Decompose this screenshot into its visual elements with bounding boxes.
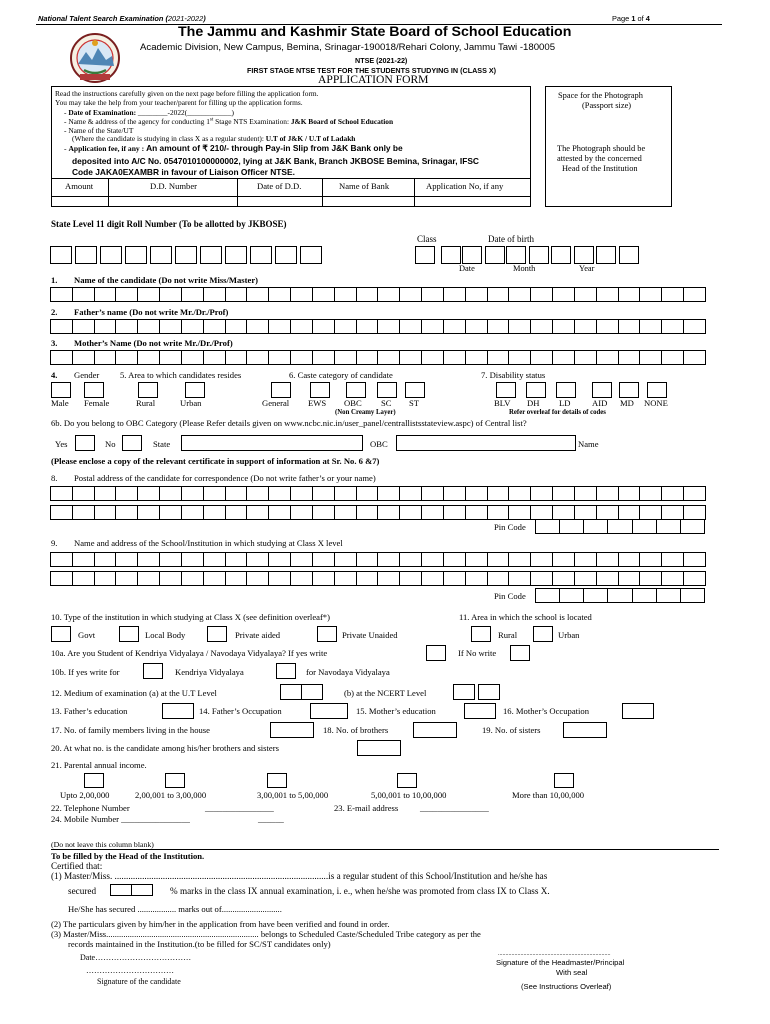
first-stage-title: FIRST STAGE NTSE TEST FOR THE STUDENTS STUDYING IN (CLASS X): [247, 66, 497, 75]
ntse-year: NTSE (2021-22): [355, 56, 408, 65]
mother-occupation-label: 16. Mother’s Occupation: [503, 706, 590, 716]
school-urban-label: Urban: [558, 630, 580, 640]
candidate-signature-label: Signature of the candidate: [97, 977, 181, 986]
dob-label: Date of birth: [488, 234, 534, 244]
sibling-position-input[interactable]: [357, 740, 401, 756]
family-members-input[interactable]: [270, 722, 314, 738]
govt-label: Govt: [78, 630, 96, 640]
local-body-label: Local Body: [145, 630, 186, 640]
q6b-yes-checkbox[interactable]: [75, 435, 95, 451]
school-address-input[interactable]: [50, 552, 705, 567]
ld-checkbox[interactable]: [556, 382, 576, 398]
kv-checkbox[interactable]: [143, 663, 163, 679]
mother-education-input[interactable]: [464, 703, 496, 719]
private-unaided-checkbox[interactable]: [317, 626, 337, 642]
email-label: 23. E-mail address: [334, 803, 399, 813]
dh-label: DH: [527, 398, 540, 408]
fee-line2: deposited into A/C No. 0547010100000002, lying at J&K Bank, Branch JKBOSE Bemina, Srinagar, IFSC: [72, 156, 479, 166]
general-label: General: [262, 398, 290, 408]
fee-line: - Application fee, if any : An amount of ₹ 210/- through Pay-in Slip from J&K Bank only be: [64, 143, 403, 153]
photo-attest: The Photograph should be: [557, 144, 646, 153]
st-label: ST: [409, 398, 420, 408]
telephone-input[interactable]: ________________: [205, 803, 274, 813]
exam-date: - Date of Examination: ________-2022(____________): [64, 108, 234, 117]
nv-label: for Navodaya Vidyalaya: [306, 667, 390, 677]
income-upto-2l-checkbox[interactable]: [84, 773, 104, 788]
q6b-label: 6b. Do you belong to OBC Category (Please Refer details given on www.ncbc.nic.in/user_panel/centrallistsstateview.aspc) of Central list?: [51, 418, 527, 428]
agency-name: - Name & address of the agency for conducting 1st Stage NTS Examination: J&K Board of School Education: [64, 117, 394, 126]
certificate-note: (Please enclose a copy of the relevant certificate in support of information at Sr. No. 6 &7): [51, 456, 380, 466]
fee-col-dd-number: D.D. Number: [150, 181, 198, 191]
none-checkbox[interactable]: [647, 382, 667, 398]
q6b-obc-name-input[interactable]: [396, 435, 576, 451]
mobile-label: 24. Mobile Number ________________: [51, 814, 190, 824]
certificate-line-3b: records maintained in the Institution.(to be filled for SC/ST candidates only): [68, 939, 331, 949]
rural-checkbox[interactable]: [138, 382, 158, 398]
class-input[interactable]: [415, 246, 435, 264]
income-option: 5,00,001 to 10,00,000: [371, 790, 447, 800]
aid-checkbox[interactable]: [592, 382, 612, 398]
kv-label: Kendriya Vidyalaya: [175, 667, 244, 677]
q9-number: 9.: [51, 538, 58, 548]
q4-number: 4.: [51, 370, 58, 380]
board-logo: [64, 30, 126, 86]
obc-checkbox[interactable]: [346, 382, 366, 398]
dob-date-input[interactable]: [485, 246, 505, 264]
date-label: Date: [459, 264, 475, 273]
income-3l-5l-checkbox[interactable]: [267, 773, 287, 788]
q11-label: 11. Area in which the school is located: [459, 612, 592, 622]
general-checkbox[interactable]: [271, 382, 291, 398]
family-members-label: 17. No. of family members living in the house: [51, 725, 210, 735]
fee-col-bank: Name of Bank: [339, 181, 390, 191]
md-label: MD: [620, 398, 634, 408]
q9-label: Name and address of the School/Institution in which studying at Class X level: [74, 538, 343, 548]
ncert-medium-label: (b) at the NCERT Level: [344, 688, 427, 698]
disability-label: 7. Disability status: [481, 370, 546, 380]
q3-number: 3.: [51, 338, 58, 348]
month-label: Month: [513, 264, 536, 273]
q8-label: Postal address of the candidate for correspondence (Do not write father’s or your name): [74, 473, 376, 483]
kv-nv-yes-checkbox[interactable]: [426, 645, 446, 661]
father-education-label: 13. Father’s education: [51, 706, 128, 716]
instruction-line: You may take the help from your teacher/parent for filling up the application forms.: [55, 98, 303, 107]
disability-refer-note: Refer overleaf for details of codes: [509, 409, 606, 416]
income-option: More than 10,00,000: [512, 790, 585, 800]
dob-month-input[interactable]: [506, 246, 526, 264]
gender-label: Gender: [74, 370, 100, 380]
q1-number: 1.: [51, 275, 58, 285]
head-signature-label: Signature of the Headmaster/Principal: [496, 958, 625, 967]
mobile-input[interactable]: ______: [258, 814, 284, 824]
q10b-label: 10b. If yes write for: [51, 667, 120, 677]
area-label: 5. Area to which candidates resides: [120, 370, 242, 380]
blv-label: BLV: [494, 398, 511, 408]
q3-label: Mother’s Name (Do not write Mr./Dr./Prof): [74, 338, 233, 348]
if-no-label: If No write: [458, 648, 497, 658]
pin-code-input[interactable]: [535, 588, 705, 603]
marks-percent-input[interactable]: [110, 884, 132, 896]
private-aided-checkbox[interactable]: [207, 626, 227, 642]
school-urban-checkbox[interactable]: [533, 626, 553, 642]
pin-code-label: Pin Code: [494, 591, 526, 601]
none-label: NONE: [644, 398, 668, 408]
sisters-input[interactable]: [563, 722, 607, 738]
school-rural-label: Rural: [498, 630, 518, 640]
female-checkbox[interactable]: [84, 382, 104, 398]
q6b-no-checkbox[interactable]: [122, 435, 142, 451]
photo-attest: attested by the concerned: [557, 154, 642, 163]
st-checkbox[interactable]: [405, 382, 425, 398]
urban-checkbox[interactable]: [185, 382, 205, 398]
q1-label: Name of the candidate (Do not write Miss/Master): [74, 275, 259, 285]
blank-note: (Do not leave this column blank): [51, 840, 154, 849]
dob-year-input[interactable]: [574, 246, 594, 264]
marks-secured-line: He/She has secured .................. marks out of............................: [68, 904, 282, 914]
income-option: 2,00,001 to 3,00,000: [135, 790, 207, 800]
state-note: (Where the candidate is studying in class X as a regular student): U.T of J&K / U.T of Ladakh: [72, 134, 356, 143]
form-title: APPLICATION FORM: [318, 73, 429, 86]
pin-code-input[interactable]: [535, 519, 705, 534]
secured-text: % marks in the class IX annual examination, i. e., when he/she was promoted from class IX to Class X.: [170, 886, 550, 896]
father-name-input[interactable]: [50, 319, 705, 334]
see-instructions-label: (See Instructions Overleaf): [521, 982, 612, 991]
private-aided-label: Private aided: [235, 630, 281, 640]
dob-date-input[interactable]: [462, 246, 482, 264]
roll-number-input[interactable]: [50, 246, 322, 264]
date-line: Date………………………………: [80, 953, 192, 962]
ut-medium-input[interactable]: [301, 684, 323, 700]
pin-code-label: Pin Code: [494, 522, 526, 532]
nv-checkbox[interactable]: [276, 663, 296, 679]
certificate-line-3: (3) Master/Miss....................................................................... belongs to Scheduled Caste/Scheduled Tribe category as per the: [51, 929, 481, 939]
sc-checkbox[interactable]: [377, 382, 397, 398]
brothers-input[interactable]: [413, 722, 457, 738]
father-occupation-input[interactable]: [310, 703, 348, 719]
instruction-line: Read the instructions carefully given on the next page before filling the application form.: [55, 89, 319, 98]
mother-name-input[interactable]: [50, 350, 705, 365]
postal-address-input[interactable]: [50, 505, 705, 520]
dh-checkbox[interactable]: [526, 382, 546, 398]
roll-label: State Level 11 digit Roll Number (To be allotted by JKBOSE): [51, 219, 287, 229]
header-exam: National Talent Search Examination (2021-2022): [38, 14, 206, 23]
class-label: Class: [417, 234, 437, 244]
income-option: Upto 2,00,000: [60, 790, 110, 800]
email-input[interactable]: ________________: [420, 803, 489, 813]
private-unaided-label: Private Unaided: [342, 630, 398, 640]
photo-label: Space for the Photograph: [558, 91, 643, 100]
sisters-label: 19. No. of sisters: [482, 725, 541, 735]
male-label: Male: [51, 398, 69, 408]
local-body-checkbox[interactable]: [119, 626, 139, 642]
year-label: Year: [579, 264, 595, 273]
mother-education-label: 15. Mother’s education: [356, 706, 436, 716]
dob-year-input[interactable]: [596, 246, 616, 264]
father-occupation-label: 14. Father’s Occupation: [199, 706, 282, 716]
board-title: The Jammu and Kashmir State Board of School Education: [178, 24, 572, 40]
obc-label: OBC: [344, 398, 362, 408]
certified-label: Certified that:: [51, 861, 103, 871]
q6b-no-label: No: [105, 439, 116, 449]
q2-number: 2.: [51, 307, 58, 317]
school-rural-checkbox[interactable]: [471, 626, 491, 642]
board-address: Academic Division, New Campus, Bemina, Srinagar-190018/Rehari Colony, Jammu Tawi -180005: [140, 42, 556, 53]
fee-line3: Code JAKA0EXAMBR in favour of Liaison Officer NTSE.: [72, 167, 295, 177]
with-seal-label: With seal: [556, 968, 588, 977]
head-signature-line: ...........................................................................: [498, 951, 611, 957]
q2-label: Father’s name (Do not write Mr./Dr./Prof): [74, 307, 229, 317]
state-label: - Name of the State/UT: [64, 126, 134, 135]
ut-medium-input[interactable]: [280, 684, 302, 700]
q6b-state-input[interactable]: [181, 435, 363, 451]
income-5l-10l-checkbox[interactable]: [397, 773, 417, 788]
q8-number: 8.: [51, 473, 58, 483]
q10-label: 10. Type of the institution in which studying at Class X (see definition overleaf*): [51, 612, 330, 622]
ncert-medium-input[interactable]: [478, 684, 500, 700]
dob-year-input[interactable]: [619, 246, 639, 264]
dob-year-input[interactable]: [551, 246, 571, 264]
certificate-line-1: (1) Master/Miss. .............................................................................................is a regular student of this School/Institution and he/she has: [51, 871, 548, 881]
sc-label: SC: [381, 398, 392, 408]
income-option: 3,00,001 to 5,00,000: [257, 790, 329, 800]
govt-checkbox[interactable]: [51, 626, 71, 642]
page-number: Page 1 of 4: [612, 14, 650, 23]
signature-line: ……………………………: [86, 966, 174, 975]
q6b-state-label: State: [153, 439, 171, 449]
q6b-name-label: Name: [578, 439, 599, 449]
kv-nv-no-checkbox[interactable]: [510, 645, 530, 661]
md-checkbox[interactable]: [619, 382, 639, 398]
class-input[interactable]: [441, 246, 461, 264]
fee-col-appno: Application No, if any: [426, 181, 504, 191]
q6b-yes-label: Yes: [55, 439, 68, 449]
mother-occupation-input[interactable]: [622, 703, 654, 719]
father-education-input[interactable]: [162, 703, 194, 719]
male-checkbox[interactable]: [51, 382, 71, 398]
rural-label: Rural: [136, 398, 156, 408]
ncert-medium-input[interactable]: [453, 684, 475, 700]
dob-month-input[interactable]: [529, 246, 549, 264]
fee-col-dd-date: Date of D.D.: [257, 181, 302, 191]
blv-checkbox[interactable]: [496, 382, 516, 398]
marks-percent-input[interactable]: [131, 884, 153, 896]
urban-label: Urban: [180, 398, 202, 408]
telephone-label: 22. Telephone Number: [51, 803, 130, 813]
postal-address-input[interactable]: [50, 486, 705, 501]
aid-label: AID: [592, 398, 608, 408]
ews-label: EWS: [308, 398, 327, 408]
photo-size: (Passport size): [582, 101, 632, 110]
ld-label: LD: [559, 398, 571, 408]
candidate-name-input[interactable]: [50, 287, 705, 302]
secured-label: secured: [68, 886, 97, 896]
school-address-input[interactable]: [50, 571, 705, 586]
certificate-line-2: (2) The particulars given by him/her in the application from have been verified and found in order.: [51, 919, 390, 929]
sibling-position-label: 20. At what no. is the candidate among his/her brothers and sisters: [51, 743, 279, 753]
q6b-obc-label: OBC: [370, 439, 388, 449]
female-label: Female: [84, 398, 110, 408]
head-section-title: To be filled by the Head of the Institution.: [51, 851, 205, 861]
photo-attest: Head of the Institution: [562, 164, 638, 173]
brothers-label: 18. No. of brothers: [323, 725, 389, 735]
q12-label: 12. Medium of examination (a) at the U.T Level: [51, 688, 217, 698]
income-label: 21. Parental annual income.: [51, 760, 147, 770]
income-2l-3l-checkbox[interactable]: [165, 773, 185, 788]
dd-number-input[interactable]: [108, 196, 238, 207]
fee-col-amount: Amount: [65, 181, 94, 191]
income-above-10l-checkbox[interactable]: [554, 773, 574, 788]
q10a-label: 10a. Are you Student of Kendriya Vidyalaya / Navodaya Vidyalaya? If yes write: [51, 648, 328, 658]
ews-checkbox[interactable]: [310, 382, 330, 398]
obc-note: (Non Creamy Layer): [335, 409, 396, 416]
caste-label: 6. Caste category of candidate: [289, 370, 393, 380]
